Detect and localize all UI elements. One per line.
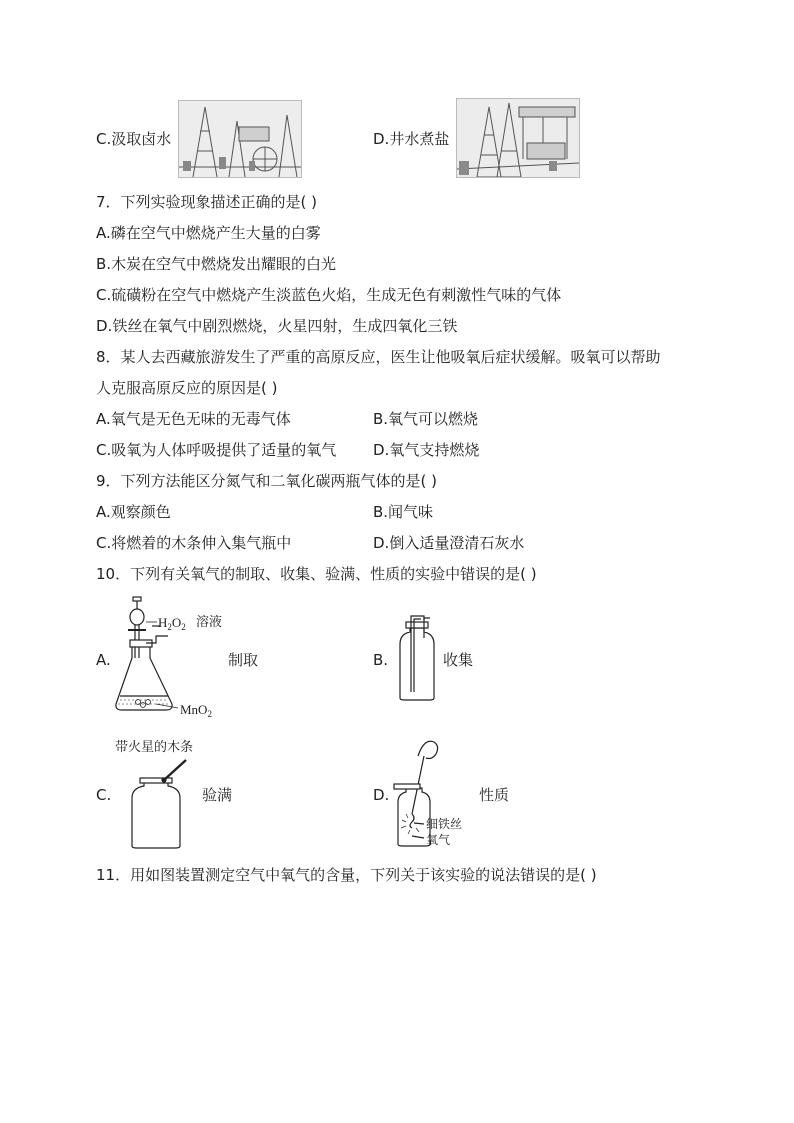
q10-stem: 10．下列有关氧气的制取、收集、验满、性质的实验中错误的是( ) bbox=[96, 565, 537, 583]
q7-option-d: D.铁丝在氧气中剧烈燃烧，火星四射，生成四氧化三铁 bbox=[96, 317, 458, 335]
q10-fig-c-splint-label: 带火星的木条 bbox=[115, 740, 194, 755]
q7-option-b: B.木炭在空气中燃烧发出耀眼的白光 bbox=[96, 255, 337, 273]
q6-photo-c bbox=[178, 100, 302, 178]
q10-figure-a-generator bbox=[110, 596, 230, 722]
q9-option-c: C.将燃着的木条伸入集气瓶中 bbox=[96, 534, 292, 552]
q9-option-d: D.倒入适量澄清石灰水 bbox=[373, 534, 525, 552]
q6-photo-d bbox=[456, 98, 580, 178]
q10-fig-d-gas-label: 氧气 bbox=[426, 833, 451, 847]
q8-option-d: D.氧气支持燃烧 bbox=[373, 441, 480, 459]
q10-fig-a-solution-label: 溶液 bbox=[196, 615, 223, 630]
q7-option-a: A.磷在空气中燃烧产生大量的白雾 bbox=[96, 224, 321, 242]
q10-option-c-letter: C. bbox=[96, 786, 112, 804]
q9-option-b: B.闻气味 bbox=[373, 503, 434, 521]
q7-stem: 7．下列实验现象描述正确的是( ) bbox=[96, 193, 318, 211]
q7-option-c: C.硫磺粉在空气中燃烧产生淡蓝色火焰，生成无色有刺激性气味的气体 bbox=[96, 286, 562, 304]
q9-option-a: A.观察颜色 bbox=[96, 503, 171, 521]
q10-figure-d-iron-wire-in-oxygen bbox=[390, 736, 486, 852]
q10-option-a-letter: A. bbox=[96, 651, 111, 669]
q8-stem-line1: 8．某人去西藏旅游发生了严重的高原反应，医生让他吸氧后症状缓解。吸氧可以帮助 bbox=[96, 348, 661, 366]
q10-fig-d-wire-label: 细铁丝 bbox=[426, 817, 463, 831]
q8-option-a: A.氧气是无色无味的无毒气体 bbox=[96, 410, 291, 428]
q6-option-c: C.汲取卤水 bbox=[96, 130, 172, 148]
q10-option-c-text: 验满 bbox=[202, 786, 233, 804]
q10-figure-b-collection-bottle bbox=[390, 614, 446, 702]
q10-option-b-letter: B. bbox=[373, 651, 389, 669]
q8-stem-line2: 人克服高原反应的原因是( ) bbox=[96, 379, 278, 397]
q10-figure-c-bottle-with-splint bbox=[128, 752, 194, 852]
q10-option-b-text: 收集 bbox=[443, 651, 474, 669]
q10-option-d-text: 性质 bbox=[479, 786, 510, 804]
svg-text:MnO2: MnO$_2$ bbox=[180, 702, 212, 719]
q10-option-d-letter: D. bbox=[373, 786, 390, 804]
q8-option-b: B.氧气可以燃烧 bbox=[373, 410, 479, 428]
q10-option-a-text: 制取 bbox=[228, 651, 259, 669]
q11-stem: 11．用如图装置测定空气中氧气的含量，下列关于该实验的说法错误的是( ) bbox=[96, 866, 597, 884]
q9-stem: 9．下列方法能区分氮气和二氧化碳两瓶气体的是( ) bbox=[96, 472, 438, 490]
q6-option-d: D.井水煮盐 bbox=[373, 130, 450, 148]
q8-option-c: C.吸氧为人体呼吸提供了适量的氧气 bbox=[96, 441, 337, 459]
svg-text:H2O2: $H_2O_2$ bbox=[158, 615, 186, 632]
